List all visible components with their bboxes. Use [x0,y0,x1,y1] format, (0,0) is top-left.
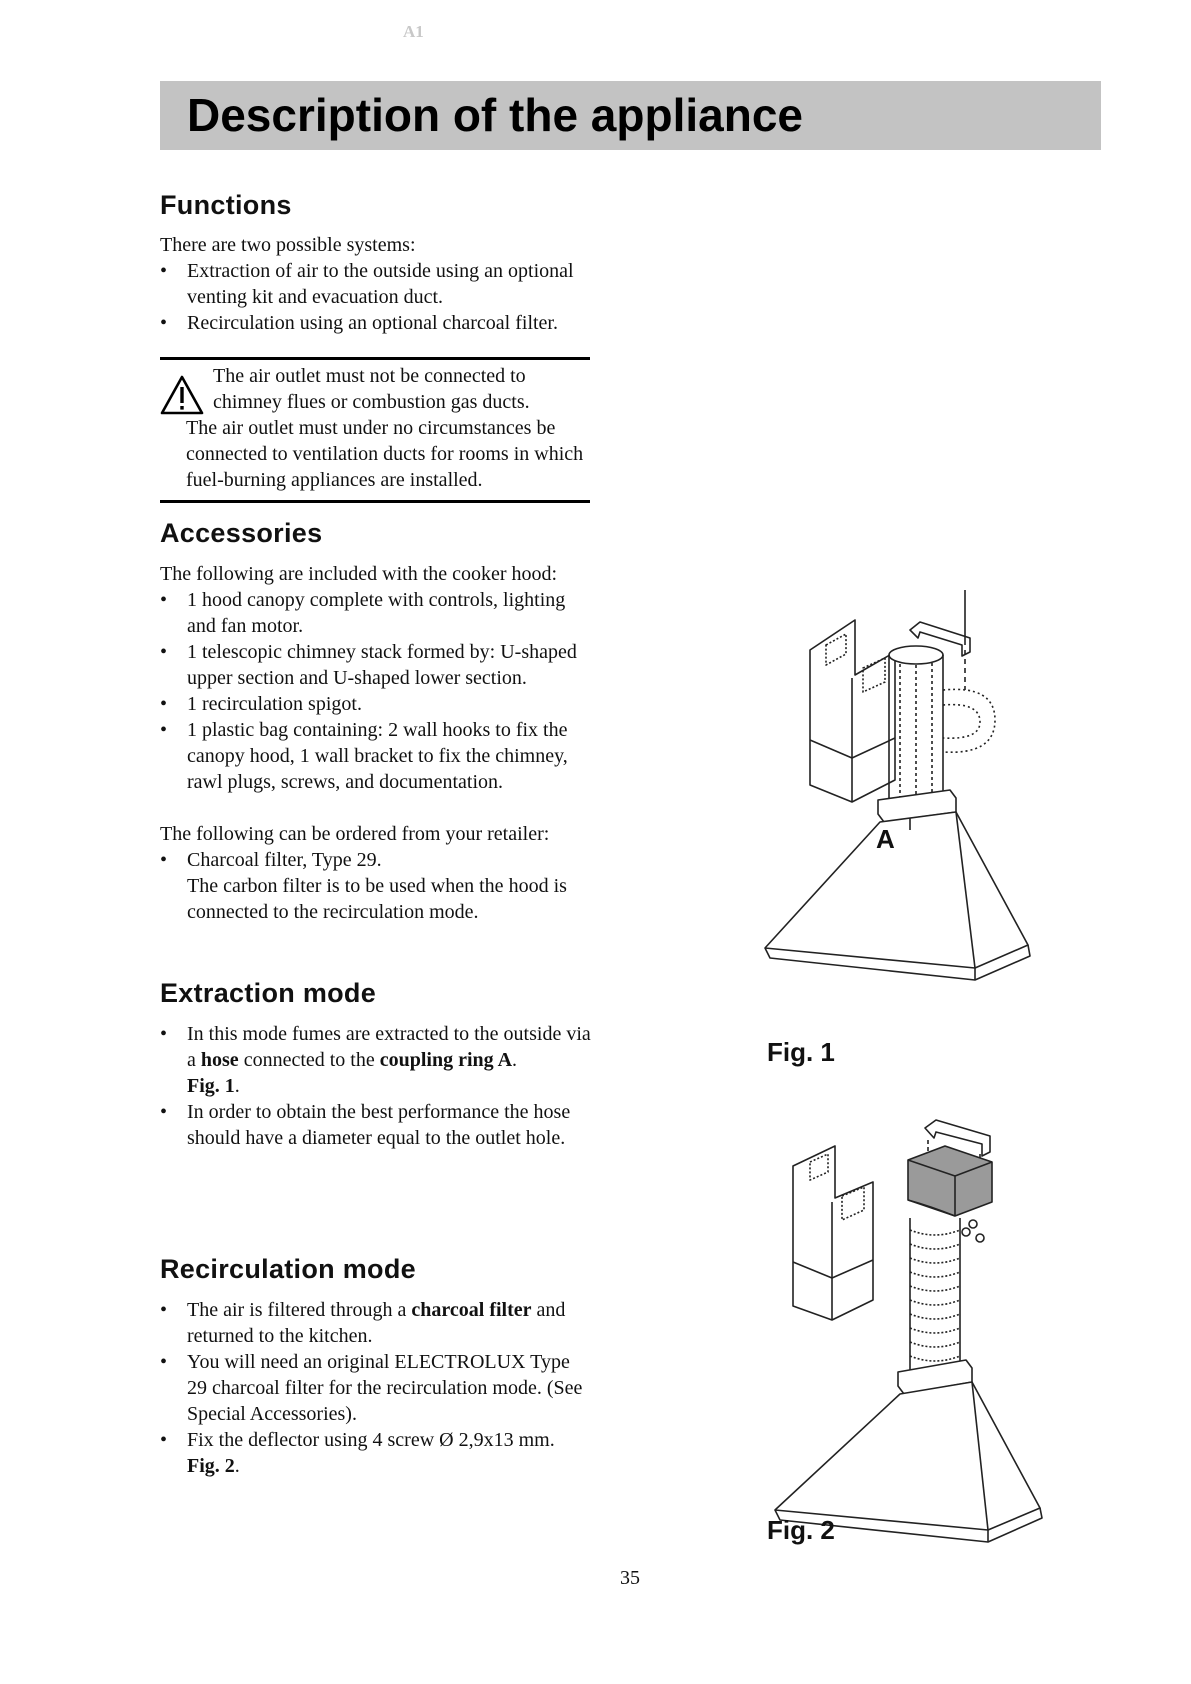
recirculation-list [160,1297,592,1479]
recirculation-text: Fix the deflector using 4 screw Ø 2,9x13 mm. [187,1429,555,1451]
fig2-label: Fig. 2 [767,1515,835,1545]
warning-text-line1: The air outlet must not be connected to [213,365,526,387]
page-header-mark: A1 [403,22,424,41]
accessories-list [160,587,592,795]
warning-text-line2: chimney flues or combustion gas ducts. [213,391,530,413]
fig2-reference: Fig. 2 [187,1455,235,1477]
list-item: • 1 telescopic chimney stack formed by: U-shaped upper section and U-shaped lower section. [160,639,592,691]
list-item: • Extraction of air to the outside using an optional venting kit and evacuation duct. [160,258,590,310]
hose-term: hose [200,1049,239,1071]
list-item: • Recirculation using an optional charcoal filter. [160,310,590,336]
extraction-list [160,1021,592,1151]
list-item [160,1427,592,1479]
extraction-text: . [234,1075,240,1097]
list-item: • In order to obtain the best performance the hose should have a diameter equal to the outlet hole. [160,1099,592,1151]
warning-triangle-icon [160,374,204,416]
recirculation-text: . [234,1455,240,1477]
fig1-callout-a: A [876,824,895,854]
extraction-text: . [512,1049,518,1071]
title-bar [160,81,1101,150]
list-item: • 1 plastic bag containing: 2 wall hooks to fix the canopy hood, 1 wall bracket to fix the chimney, rawl plugs, screws, and documentation. [160,717,592,795]
accessories-order-intro: The following can be ordered from your retailer: [160,823,550,845]
accessories-intro: The following are included with the cooker hood: [160,563,558,585]
fig1-reference: Fig. 1 [187,1075,235,1097]
list-item [160,1297,592,1349]
functions-list [160,258,590,336]
figure-1-hood-extraction [760,590,1050,1050]
list-item: • 1 recirculation spigot. [160,691,592,717]
recirculation-text: The air is filtered through a [187,1299,412,1321]
page-number: 35 [620,1567,640,1589]
warning-top-rule [160,357,590,360]
extraction-text: connected to the [238,1049,380,1071]
list-item: • You will need an original ELECTROLUX Type 29 charcoal filter for the recirculation mode. (See Special Accessories). [160,1349,592,1427]
recirculation-text: and returned to the kitchen. [187,1299,566,1347]
warning-text-main: The air outlet must under no circumstances be connected to ventilation ducts for rooms in which fuel-burning appliances are installed. [186,417,584,491]
order-item-text: Charcoal filter, Type 29. [187,849,382,871]
order-item-note: The carbon filter is to be used when the hood is connected to the recirculation mode. [187,875,567,923]
accessories-order-list [160,847,592,925]
functions-intro: There are two possible systems: [160,234,416,256]
fig1-label: Fig. 1 [767,1037,835,1067]
extraction-heading: Extraction mode [160,978,377,1008]
accessories-heading: Accessories [160,518,323,548]
list-item [160,847,592,925]
list-item: • 1 hood canopy complete with controls, lighting and fan motor. [160,587,592,639]
list-item [160,1021,592,1099]
functions-heading: Functions [160,190,292,220]
extraction-text: In this mode fumes are extracted to the outside via a [187,1023,591,1071]
warning-bottom-rule [160,500,590,503]
page-title: Description of the appliance [187,89,803,141]
coupling-ring-term: coupling ring A [379,1049,513,1071]
figure-2-hood-recirculation [770,1110,1060,1560]
recirculation-heading: Recirculation mode [160,1254,416,1284]
charcoal-filter-term: charcoal filter [411,1299,532,1321]
